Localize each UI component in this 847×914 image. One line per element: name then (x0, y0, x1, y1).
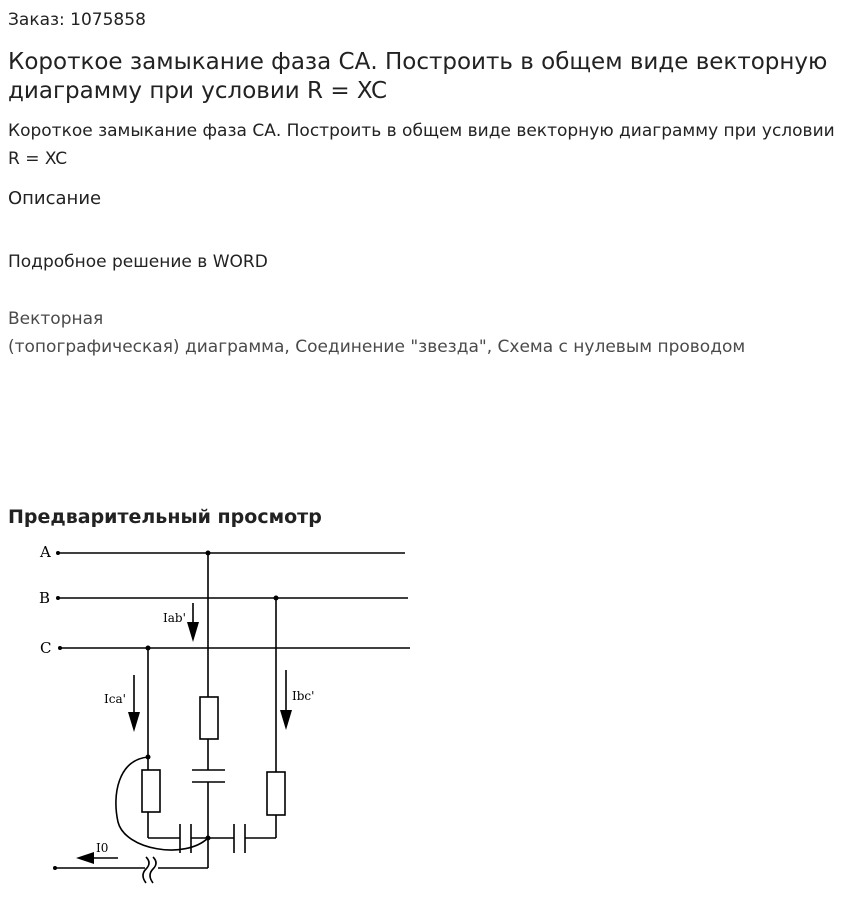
arrow-ica-head (128, 712, 140, 732)
description-heading: Описание (8, 188, 102, 209)
terminal-neutral (53, 866, 57, 870)
resistor-ca (142, 770, 160, 812)
resistor-ab (200, 697, 218, 739)
label-i0: I0 (96, 841, 109, 855)
resistor-bc (267, 772, 285, 815)
label-phase-a: A (40, 543, 51, 561)
order-number: Заказ: 1075858 (8, 10, 146, 30)
tag-line-1: Векторная (8, 309, 104, 329)
arrow-ibc-head (280, 710, 292, 730)
arrow-iab-head (187, 622, 199, 642)
page-subtitle: Короткое замыкание фаза СА. Построить в общем виде векторную диаграмму при условии R = XC (8, 121, 835, 169)
neutral-break-1 (143, 857, 149, 883)
description-text: Подробное решение в WORD (8, 252, 268, 272)
neutral-break-2 (150, 857, 156, 883)
junction-dot (274, 596, 279, 601)
label-ica: Ica' (104, 692, 126, 706)
circuit-diagram (0, 535, 430, 890)
terminal-c (58, 646, 62, 650)
tags-block (8, 305, 843, 361)
label-phase-b: B (39, 589, 51, 607)
arrow-i0-head (76, 852, 94, 864)
tag-line-2: (топографическая) диаграмма, Соединение "звезда", Схема с нулевым проводом (8, 337, 746, 357)
junction-dot (146, 646, 151, 651)
junction-dot (146, 755, 151, 760)
label-iab: Iab' (163, 611, 186, 625)
label-ibc: Ibc' (292, 689, 315, 703)
page-title: Короткое замыкание фаза СА. Построить в общем виде векторную диаграмму при условии R = XC (8, 49, 828, 104)
junction-dot (206, 836, 211, 841)
terminal-a (56, 551, 60, 555)
terminal-b (56, 596, 60, 600)
junction-dot (206, 551, 211, 556)
short-circuit-jumper (116, 757, 208, 850)
preview-heading: Предварительный просмотр (8, 506, 322, 528)
label-phase-c: C (40, 639, 52, 657)
